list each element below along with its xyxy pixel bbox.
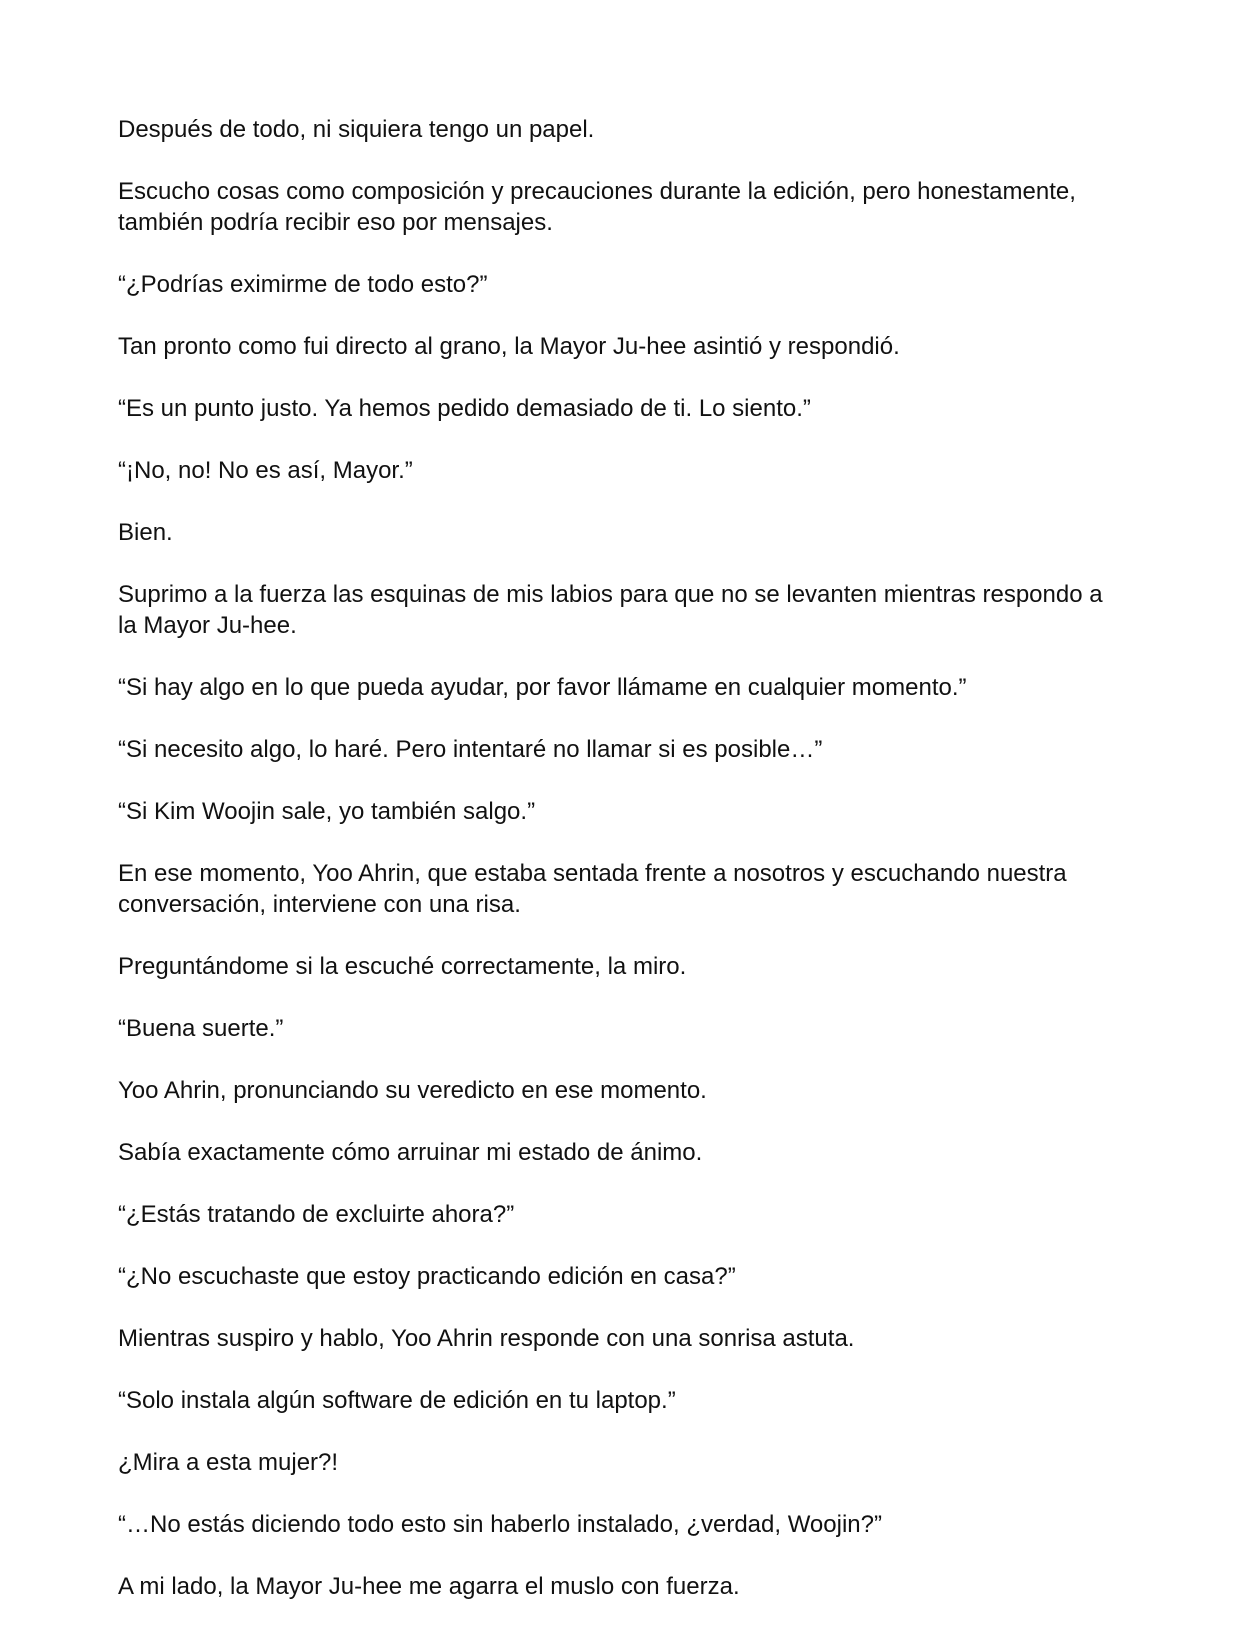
paragraph: “Si Kim Woojin sale, yo también salgo.” <box>118 798 536 825</box>
paragraph: A mi lado, la Mayor Ju-hee me agarra el muslo con fuerza. <box>118 1573 740 1600</box>
paragraph: Bien. <box>118 519 173 546</box>
paragraph: Sabía exactamente cómo arruinar mi estado de ánimo. <box>118 1139 703 1166</box>
paragraph: “¡No, no! No es así, Mayor.” <box>118 457 413 484</box>
paragraph: Mientras suspiro y hablo, Yoo Ahrin responde con una sonrisa astuta. <box>118 1325 855 1352</box>
document-body <box>118 114 1118 1633</box>
paragraph: Después de todo, ni siquiera tengo un papel. <box>118 116 595 143</box>
paragraph: Escucho cosas como composición y precauciones durante la edición, pero honestamente, también podría recibir eso por mensajes. <box>118 178 1076 236</box>
paragraph: “Buena suerte.” <box>118 1015 284 1042</box>
paragraph: “Si hay algo en lo que pueda ayudar, por favor llámame en cualquier momento.” <box>118 674 967 701</box>
paragraph: Preguntándome si la escuché correctamente, la miro. <box>118 953 687 980</box>
paragraph: “Solo instala algún software de edición en tu laptop.” <box>118 1387 676 1414</box>
paragraph: En ese momento, Yoo Ahrin, que estaba sentada frente a nosotros y escuchando nuestra conversación, interviene con una risa. <box>118 860 1067 918</box>
paragraph: “¿No escuchaste que estoy practicando edición en casa?” <box>118 1263 736 1290</box>
paragraph: “…No estás diciendo todo esto sin haberlo instalado, ¿verdad, Woojin?” <box>118 1511 882 1538</box>
paragraph: Suprimo a la fuerza las esquinas de mis labios para que no se levanten mientras respondo a la Mayor Ju-hee. <box>118 581 1103 639</box>
paragraph: Yoo Ahrin, pronunciando su veredicto en ese momento. <box>118 1077 707 1104</box>
paragraph: Tan pronto como fui directo al grano, la Mayor Ju-hee asintió y respondió. <box>118 333 900 360</box>
paragraph: “¿Podrías eximirme de todo esto?” <box>118 271 488 298</box>
paragraph: “Es un punto justo. Ya hemos pedido demasiado de ti. Lo siento.” <box>118 395 811 422</box>
paragraph: ¿Mira a esta mujer?! <box>118 1449 339 1476</box>
paragraph: “Si necesito algo, lo haré. Pero intentaré no llamar si es posible…” <box>118 736 823 763</box>
paragraph: “¿Estás tratando de excluirte ahora?” <box>118 1201 515 1228</box>
